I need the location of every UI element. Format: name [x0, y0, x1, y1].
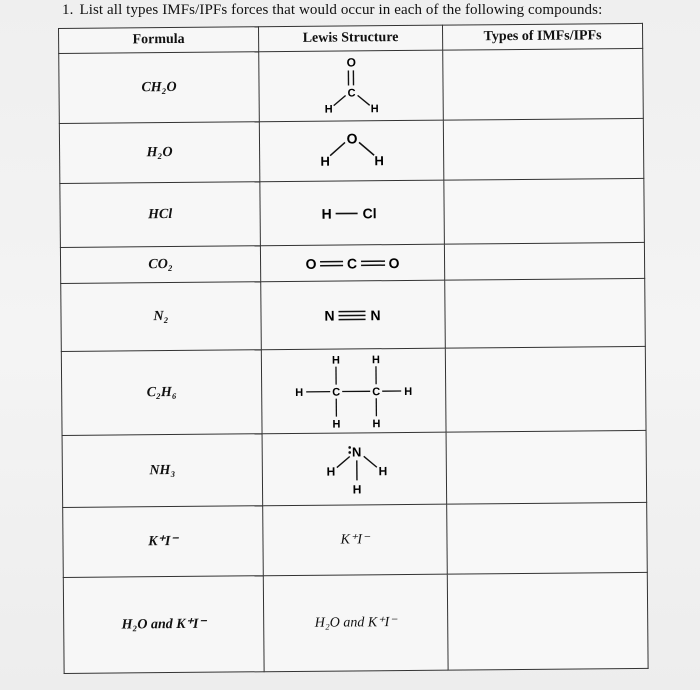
question-prompt [62, 2, 602, 19]
ammonia-structure [304, 438, 405, 499]
atom-h: H [324, 103, 333, 116]
atom-o: O [346, 54, 356, 69]
types-answer-cell[interactable] [444, 242, 644, 280]
atom-h: H [325, 464, 335, 479]
hcl-structure [302, 201, 402, 226]
types-answer-cell[interactable] [445, 278, 646, 348]
table-row-ch2o [59, 48, 644, 123]
imf-table [58, 23, 649, 674]
single-bond-line [330, 142, 345, 155]
types-answer-cell[interactable] [445, 346, 646, 432]
table-row-hcl [60, 178, 645, 247]
table-row-ki [63, 502, 648, 577]
table-row-h2o-ki [63, 572, 648, 673]
atom-h: H [377, 463, 387, 478]
types-answer-cell[interactable] [443, 48, 644, 120]
single-bond-line [333, 95, 345, 105]
atom-h: H [373, 152, 384, 168]
formula-cell: K⁺I⁻ [63, 506, 264, 578]
atom-h: H [319, 153, 330, 169]
formula-cell: HCl [60, 182, 261, 248]
lewis-structure-cell [259, 50, 444, 122]
lone-pair-dot [348, 446, 351, 449]
atom-h: H [352, 481, 361, 496]
n2-structure [303, 303, 403, 328]
atom-c: C [371, 385, 380, 398]
types-answer-cell[interactable] [443, 118, 644, 180]
single-bond-line [357, 95, 369, 105]
atom-c: C [347, 86, 356, 99]
co2-structure [292, 250, 412, 275]
header-lewis-structure: Lewis Structure [258, 25, 442, 52]
lewis-structure-cell [261, 348, 446, 434]
atom-h: H [371, 353, 380, 366]
atom-n: N [351, 443, 361, 459]
formaldehyde-structure [301, 55, 402, 118]
lewis-structure-cell [260, 244, 444, 282]
table-row-nh3 [62, 430, 647, 507]
formula-cell: H₂O [59, 122, 260, 184]
lewis-structure-cell: K⁺I⁻ [263, 504, 448, 576]
atom-h: H [331, 418, 340, 431]
atom-h: H [403, 385, 412, 398]
formula-cell: NH₃ [62, 434, 263, 508]
worksheet [58, 23, 648, 688]
atom-h: H [370, 102, 379, 115]
types-answer-cell[interactable] [446, 430, 647, 504]
atom-o: O [305, 255, 317, 272]
table-row-co2 [60, 242, 644, 283]
formula-cell: CH₂O [59, 52, 260, 124]
lewis-structure-cell [259, 120, 444, 182]
atom-c: C [331, 386, 340, 399]
types-answer-cell[interactable] [447, 572, 648, 670]
ethane-structure [288, 351, 419, 430]
lewis-structure-cell [262, 432, 447, 506]
atom-o: O [345, 129, 357, 146]
formula-cell: C₂H₆ [61, 350, 262, 436]
table-row-c2h6 [61, 346, 646, 435]
formula-cell: N₂ [61, 282, 262, 352]
lone-pair-dot [348, 451, 351, 454]
types-answer-cell[interactable] [447, 502, 648, 574]
atom-h: H [294, 386, 303, 399]
question-text: List all types IMFs/IPFs forces that would occur in each of the following compounds: [79, 2, 603, 18]
atom-o: O [388, 254, 400, 271]
atom-h: H [371, 417, 380, 430]
header-types: Types of IMFs/IPFs [442, 23, 642, 50]
question-number: 1. [62, 2, 74, 18]
atom-c: C [346, 254, 357, 271]
types-answer-cell[interactable] [444, 178, 645, 244]
atom-cl: Cl [362, 204, 377, 221]
header-formula: Formula [59, 27, 259, 54]
lewis-structure-cell [260, 180, 445, 246]
water-structure [301, 129, 401, 174]
table-row-h2o [59, 118, 644, 183]
formula-cell: H₂O and K⁺I⁻ [63, 576, 264, 674]
table-row-n2 [61, 278, 646, 351]
atom-n: N [323, 307, 335, 324]
atom-n: N [369, 306, 381, 323]
single-bond-line [359, 142, 374, 155]
lewis-structure-cell: H₂O and K⁺I⁻ [263, 574, 448, 672]
formula-cell: CO₂ [60, 246, 260, 284]
atom-h: H [320, 205, 332, 222]
lewis-structure-cell [261, 280, 446, 350]
atom-h: H [331, 354, 340, 367]
